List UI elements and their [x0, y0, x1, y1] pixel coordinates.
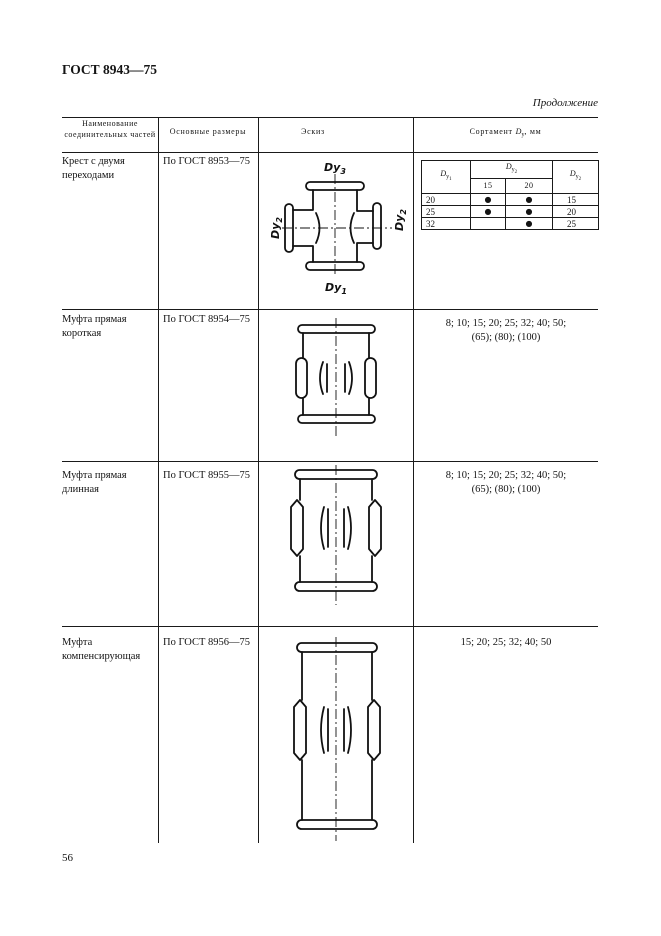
- compensating-coupling-bottom-bead: [297, 820, 377, 829]
- label-left: [269, 217, 284, 239]
- dy2-subscript: [576, 174, 582, 180]
- short-coupling-top-bead: [298, 325, 375, 333]
- cross-bore-curve-right: [351, 213, 355, 243]
- long-coupling-left-boss: [291, 500, 303, 556]
- short-coupling-thread-right: [345, 362, 352, 394]
- dy2-subscript-index: 2: [578, 177, 582, 182]
- dy2-subscript-letter: y: [575, 174, 579, 180]
- header-main-dimensions: Основные размеры: [169, 127, 247, 136]
- dy1-symbol: D: [440, 169, 447, 178]
- short-coupling-bottom-bead: [298, 415, 375, 423]
- header-sortament-symbol: D: [515, 127, 522, 136]
- cross-body-outline: [293, 190, 373, 262]
- size-table-header-dy2: [553, 161, 599, 194]
- page-number: 56: [62, 852, 73, 864]
- dy2-group-subscript-letter: y: [511, 166, 515, 173]
- size-table-cell: 25: [422, 206, 471, 218]
- label-left-index: 2: [275, 217, 284, 223]
- row-4-standard: По ГОСТ 8956—75: [163, 637, 251, 648]
- header-sortament: [413, 127, 598, 141]
- label-bottom-index: 1: [341, 287, 347, 296]
- cross-fitting-sketch: [282, 174, 392, 277]
- size-table-mark: ●: [506, 218, 553, 230]
- long-coupling-body: [300, 479, 372, 582]
- label-top-index: 3: [340, 167, 346, 176]
- short-coupling-right-boss: [365, 358, 376, 398]
- row-1-part-name: Крест с двумя переходами: [62, 156, 125, 181]
- header-sortament-unit: , мм: [524, 127, 542, 136]
- long-coupling-thread-right: [344, 507, 351, 549]
- size-table-mark: ●: [471, 194, 506, 206]
- size-table-cell: 20: [553, 206, 599, 218]
- dy2-group-subscript: [512, 167, 518, 173]
- compensating-coupling-right-boss: [368, 700, 380, 760]
- compensating-coupling-body: [302, 652, 372, 820]
- dy1-subscript: [446, 174, 452, 180]
- size-table-row: [422, 194, 599, 206]
- header-part-name: Наименование соединительных частей: [64, 119, 156, 139]
- row-4-part-name: Муфта компенсирующая: [62, 637, 141, 662]
- compensating-coupling-thread-right: [344, 707, 351, 753]
- label-bottom-text: Dy: [325, 281, 342, 294]
- size-table-header-dy1: [422, 161, 471, 194]
- compensating-coupling-left-boss: [294, 700, 306, 760]
- header-sortament-subscript: y: [521, 132, 525, 138]
- size-table-row: [422, 218, 599, 230]
- long-coupling-sketch: [291, 465, 381, 605]
- dy1-subscript-index: 1: [449, 177, 452, 182]
- long-coupling-right-boss: [369, 500, 381, 556]
- row-1-standard: По ГОСТ 8953—75: [163, 156, 251, 167]
- size-table-cell: 25: [553, 218, 599, 230]
- dy1-subscript-letter: y: [446, 174, 450, 180]
- compensating-coupling-thread-left: [321, 707, 328, 753]
- size-table-mark: [471, 218, 506, 230]
- size-table-header-row: [422, 161, 599, 179]
- size-table-header-dy2-group: [471, 161, 553, 179]
- label-right-index: 2: [399, 209, 408, 215]
- row-3-standard: По ГОСТ 8955—75: [163, 470, 251, 481]
- size-table-cell: 32: [422, 218, 471, 230]
- size-table-row: [422, 206, 599, 218]
- dy2-symbol: D: [569, 169, 576, 178]
- compensating-coupling-sketch: [294, 637, 380, 841]
- row-2-standard: По ГОСТ 8954—75: [163, 314, 251, 325]
- size-table-mark: ●: [471, 206, 506, 218]
- header-sketch: Эскиз: [301, 127, 325, 136]
- label-left-text: Dy: [269, 222, 282, 239]
- row-2-sortament: 8; 10; 15; 20; 25; 32; 40; 50; (65); (80); (100): [445, 318, 567, 343]
- compensating-coupling-top-bead: [297, 643, 377, 652]
- standard-title: ГОСТ 8943—75: [62, 62, 158, 77]
- label-bottom: [325, 281, 347, 296]
- size-table-mark: ●: [506, 206, 553, 218]
- row-3-part-name: Муфта прямая длинная: [62, 470, 127, 495]
- label-right-text: Dy: [393, 214, 406, 231]
- label-top-text: Dy: [324, 161, 341, 174]
- size-table-cell: 20: [422, 194, 471, 206]
- short-coupling-left-boss: [296, 358, 307, 398]
- size-combination-table: [421, 160, 599, 230]
- size-table-cell: 15: [553, 194, 599, 206]
- row-2-part-name: Муфта прямая короткая: [62, 314, 127, 339]
- label-top: [324, 161, 346, 176]
- label-right: [393, 209, 408, 231]
- cross-right-flange: [373, 203, 381, 249]
- continuation-label: Продолжение: [532, 97, 598, 109]
- size-table-mark: ●: [506, 194, 553, 206]
- dy2-group-symbol: D: [505, 161, 512, 171]
- header-sortament-label: Сортамент: [469, 127, 513, 136]
- short-coupling-sketch: [296, 318, 376, 437]
- short-coupling-thread-left: [320, 362, 327, 394]
- long-coupling-thread-left: [321, 507, 328, 549]
- size-table-subheader-20: 20: [506, 179, 553, 194]
- row-4-sortament: 15; 20; 25; 32; 40; 50: [460, 637, 552, 648]
- dy2-group-subscript-index: 2: [514, 169, 518, 175]
- row-3-sortament: 8; 10; 15; 20; 25; 32; 40; 50; (65); (80); (100): [445, 470, 567, 495]
- size-table-subheader-15: 15: [471, 179, 506, 194]
